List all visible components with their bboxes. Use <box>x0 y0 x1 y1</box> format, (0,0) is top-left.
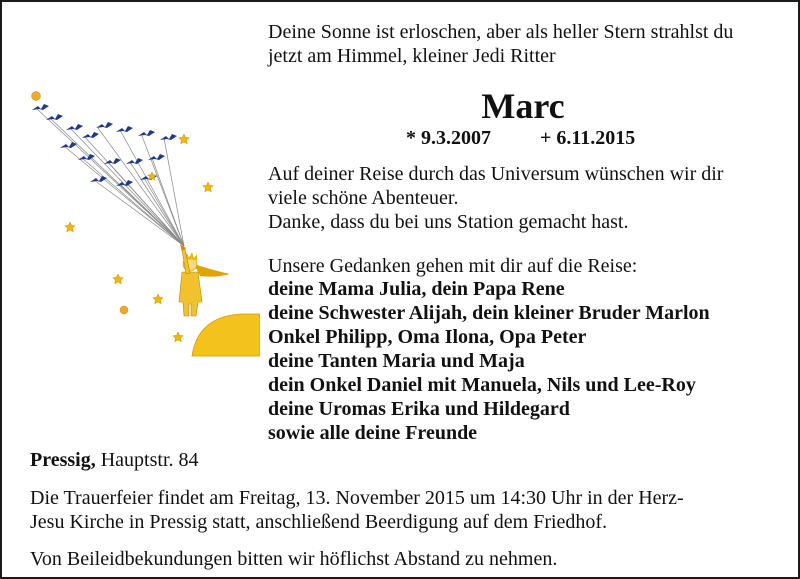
death-date: + 6.11.2015 <box>540 127 636 149</box>
bird-icon <box>126 158 143 164</box>
prince-body <box>179 272 202 316</box>
small-planet-icon <box>120 306 128 314</box>
birth-date: * 9.3.2007 <box>406 127 491 149</box>
funeral-line: Die Trauerfeier findet am Freitag, 13. November 2015 um 14:30 Uhr in der Herz- <box>30 487 684 509</box>
moon-icon <box>32 92 41 101</box>
bird-icon <box>32 104 49 110</box>
little-prince-figure <box>179 244 230 316</box>
intro-verse <box>268 20 733 68</box>
wish-line: viele schöne Abenteuer. <box>268 187 459 209</box>
mourner-line: deine Mama Julia, dein Papa Rene <box>268 278 565 300</box>
mourners-list <box>268 277 710 445</box>
funeral-line: Jesu Kirche in Pressig statt, anschließend Beerdigung auf dem Friedhof. <box>30 511 608 533</box>
bird-icon <box>160 134 177 140</box>
star-icon <box>179 134 189 144</box>
wish-line: Auf deiner Reise durch das Universum wünschen wir dir <box>268 163 724 185</box>
star-icon <box>65 222 75 232</box>
bird-icon <box>46 114 63 120</box>
bird-icon <box>82 132 99 138</box>
bird-icon <box>90 176 107 182</box>
bird-icon <box>116 126 133 132</box>
star-icon <box>173 332 183 342</box>
mourner-line: dein Onkel Daniel mit Manuela, Nils und Lee-Roy <box>268 374 696 396</box>
wish-text <box>268 162 723 234</box>
mourner-line: deine Tanten Maria und Maja <box>268 350 525 372</box>
deceased-name: Marc <box>481 86 565 126</box>
intro-line: Deine Sonne ist erloschen, aber als heller Stern strahlst du <box>268 21 734 43</box>
mourner-line: sowie alle deine Freunde <box>268 422 478 444</box>
bird-icon <box>66 124 83 130</box>
family-address <box>30 448 199 472</box>
balloon-strings <box>36 108 184 246</box>
condolence-request: Von Beileidbekundungen bitten wir höflichst Abstand zu nehmen. <box>30 548 558 570</box>
mourner-line: deine Uromas Erika und Hildegard <box>268 398 570 420</box>
star-icon <box>113 274 123 284</box>
bird-icon <box>60 142 77 148</box>
little-prince-illustration <box>24 88 260 358</box>
bird-icon <box>138 130 155 136</box>
intro-line: jetzt am Himmel, kleiner Jedi Ritter <box>268 45 556 67</box>
star-icon <box>203 182 213 192</box>
mourner-line: deine Schwester Alijah, dein kleiner Bruder Marlon <box>268 302 710 324</box>
address-town: Pressig, <box>30 449 96 471</box>
bird-flock <box>32 104 177 186</box>
funeral-info <box>30 486 684 534</box>
bird-icon <box>96 122 113 128</box>
wish-line: Danke, dass du bei uns Station gemacht hast. <box>268 211 629 233</box>
planet-icon <box>192 314 260 356</box>
star-icon <box>153 294 163 304</box>
address-street: Hauptstr. 84 <box>100 449 199 471</box>
mourner-line: Onkel Philipp, Oma Ilona, Opa Peter <box>268 326 587 348</box>
bird-icon <box>148 154 165 160</box>
thoughts-intro: Unsere Gedanken gehen mit dir auf die Reise: <box>268 255 638 277</box>
scarf <box>194 264 230 277</box>
